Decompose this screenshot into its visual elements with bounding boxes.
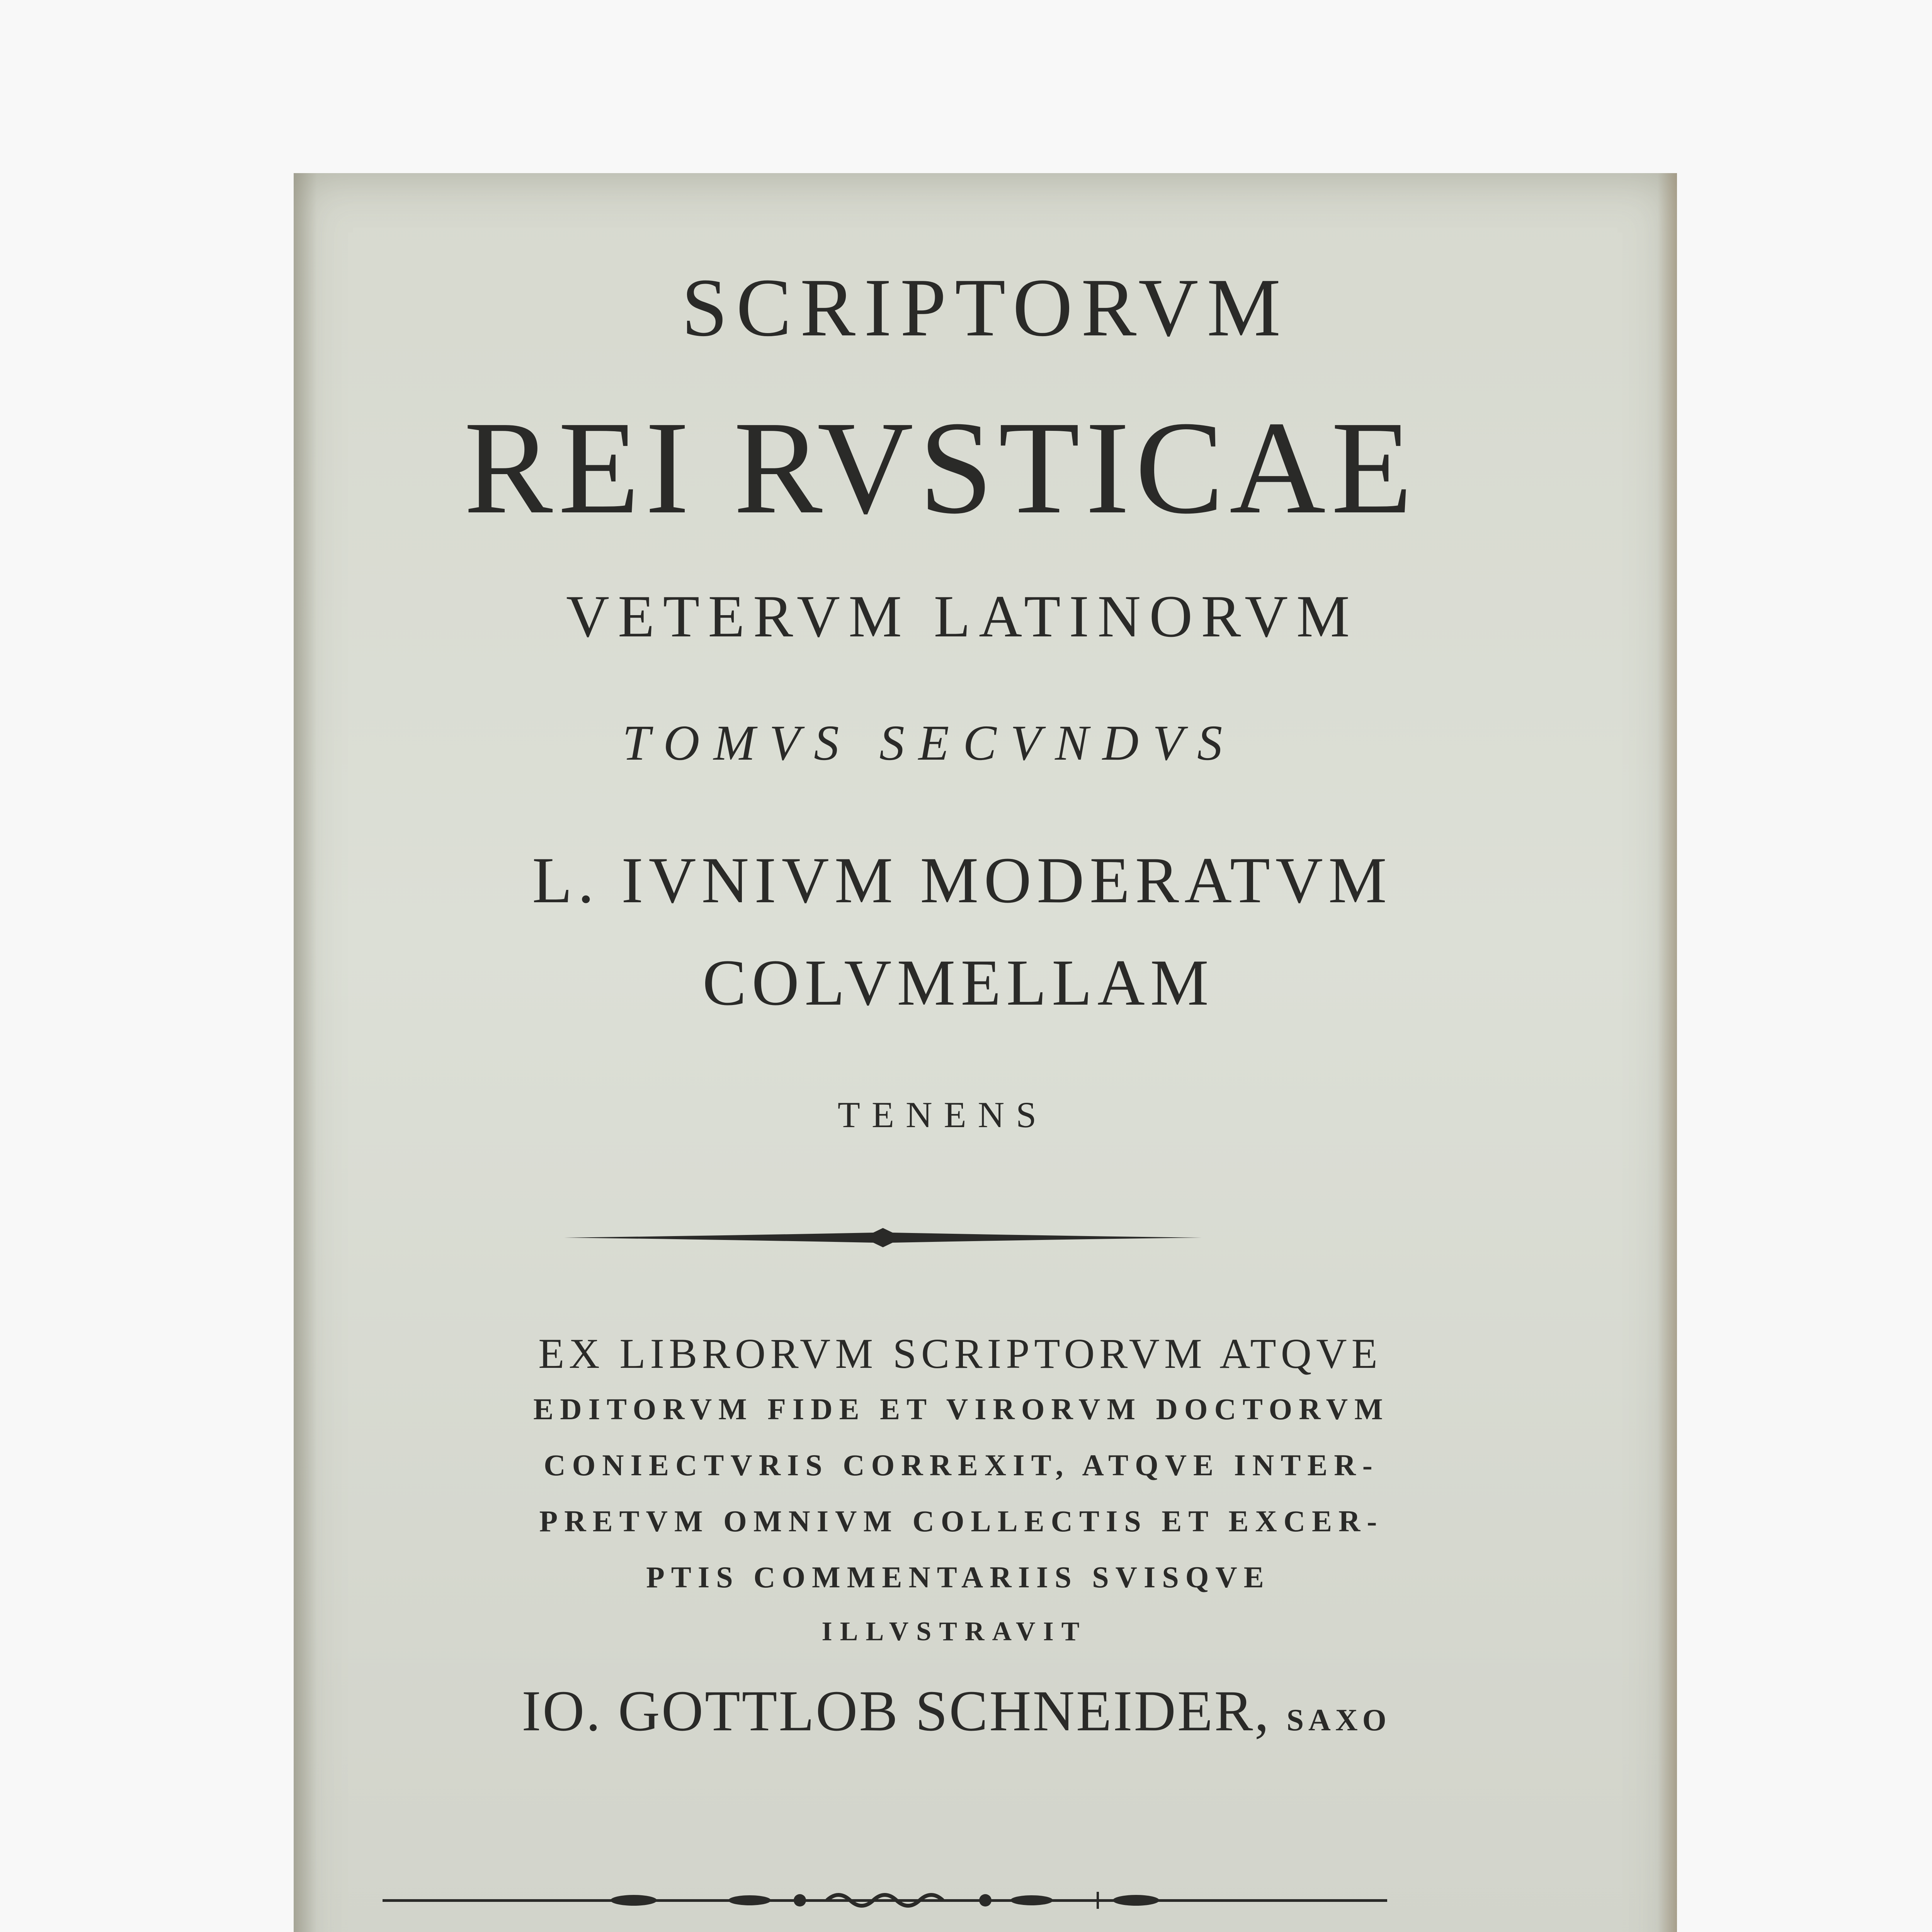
- editorial-line-5: PTIS COMMENTARIIS SVISQVE: [646, 1560, 1270, 1594]
- title-line-veterum-latinorum: VETERVM LATINORVM: [566, 583, 1358, 650]
- author-suffix: SAXO: [1286, 1703, 1391, 1737]
- volume-line: TOMVS SECVNDVS: [622, 715, 1236, 771]
- ornamental-rule-lower: [383, 1889, 1387, 1912]
- editorial-line-3: CONIECTVRIS CORREXIT, ATQVE INTER-: [544, 1448, 1379, 1482]
- editorial-line-6: ILLVSTRAVIT: [821, 1617, 1087, 1646]
- title-line-rei-rusticae: REI RVSTICAE: [464, 394, 1418, 541]
- title-line-scriptorum: SCRIPTORVM: [681, 261, 1289, 354]
- tenens-line: TENENS: [837, 1094, 1048, 1135]
- subject-line-columella: COLVMELLAM: [702, 946, 1214, 1019]
- subject-line-name: L. IVNIVM MODERATVM: [532, 844, 1392, 917]
- editorial-line-2: EDITORVM FIDE ET VIRORVM DOCTORVM: [533, 1392, 1389, 1426]
- editorial-line-1: EX LIBRORVM SCRIPTORVM ATQVE: [538, 1330, 1382, 1377]
- editorial-line-4: PRETVM OMNIVM COLLECTIS ET EXCER-: [539, 1504, 1384, 1538]
- ornamental-rule-upper: [564, 1224, 1202, 1251]
- author-name: IO. GOTTLOB SCHNEIDER,: [522, 1679, 1271, 1743]
- author-line: [294, 1679, 1648, 1743]
- title-page-scan: [294, 173, 1677, 1932]
